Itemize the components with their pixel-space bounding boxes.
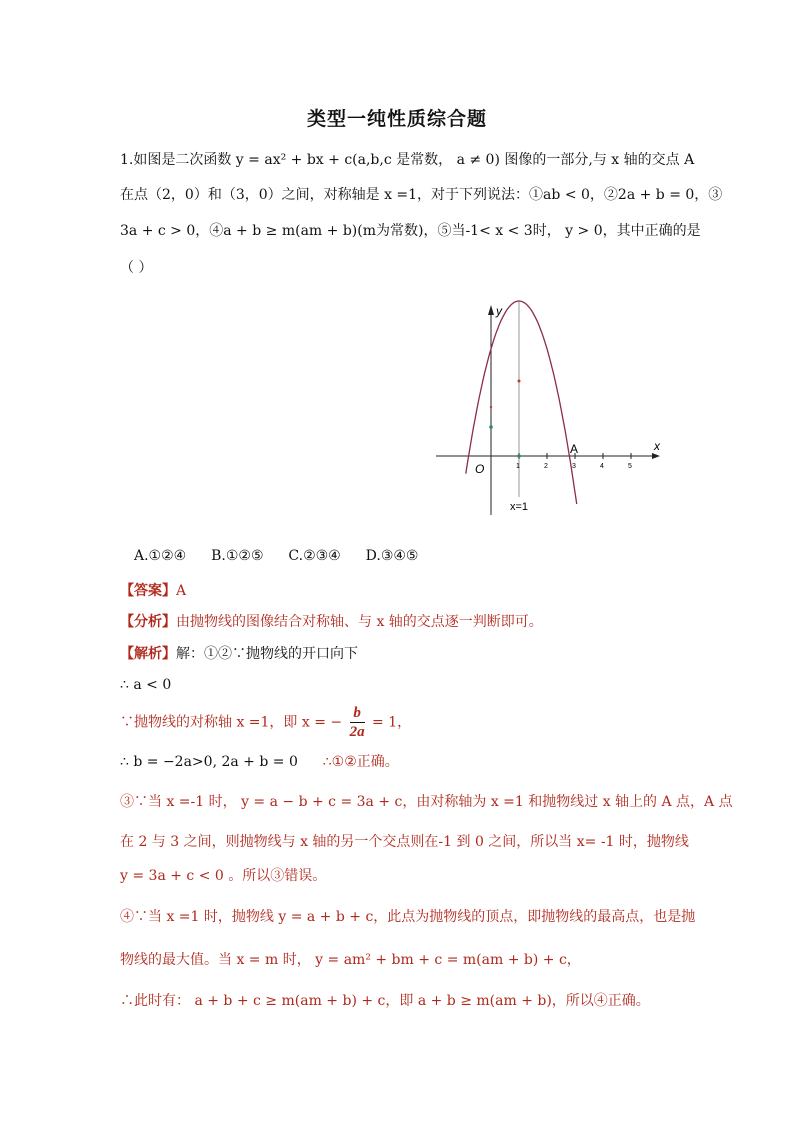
y-axis-arrow	[488, 305, 494, 315]
option-c: C.②③④	[288, 548, 341, 564]
option-a: A.①②④	[134, 548, 187, 564]
question-line-3: 3a + c > 0，④a + b ≥ m(am + b)(m为常数)，⑤当-1< x < 3时， y > 0，其中正确的是	[120, 223, 701, 239]
analysis-line	[120, 612, 680, 632]
solution-intro-line	[120, 644, 680, 664]
solution-step-4: ③∵当 x =-1 时， y = a − b + c = 3a + c，由对称轴为 x =1 和抛物线过 x 轴上的 A 点，A 点	[120, 794, 733, 810]
question-line-2: 在点（2，0）和（3，0）之间，对称轴是 x =1，对于下列说法：①ab < 0，②2a + b = 0，③	[120, 187, 723, 203]
parabola-figure	[430, 293, 670, 523]
point-on-y-axis	[489, 425, 493, 429]
solution-step-9: ∴此时有： a + b + c ≥ m(am + b) + c，即 a + b ≥ m(am + b)，所以④正确。	[120, 993, 650, 1009]
point-axis-foot	[517, 454, 521, 458]
answer-tag: 【答案】	[120, 583, 176, 599]
x-tick-label-5: 5	[628, 463, 632, 470]
question-line-4: （ ）	[120, 260, 153, 276]
solution-step-2	[120, 704, 680, 744]
solution-intro: 解：①②∵抛物线的开口向下	[176, 646, 358, 662]
solution-step-2-left: ∵抛物线的对称轴 x =1，即 x = −	[120, 714, 343, 731]
question-line-1: 1.如图是二次函数 y = ax² + bx + c(a,b,c 是常数， a ≠ 0) 图像的一部分,与 x 轴的交点 A	[120, 152, 695, 168]
page-title: 类型一纯性质综合题	[306, 108, 487, 130]
solution-tag: 【解析】	[120, 646, 176, 662]
point-vertex-mark	[518, 380, 521, 383]
solution-step-8: 物线的最大值。当 x = m 时， y = am² + bm + c = m(am + b) + c，	[120, 952, 581, 968]
symmetry-axis-label: x=1	[510, 501, 529, 513]
option-b: B.①②⑤	[211, 548, 264, 564]
option-d: D.③④⑤	[365, 548, 419, 564]
options-row	[134, 546, 534, 566]
analysis-text: 由抛物线的图像结合对称轴、与 x 轴的交点逐一判断即可。	[176, 614, 543, 630]
point-a-label: A	[570, 442, 579, 456]
y-axis-label: y	[496, 304, 502, 318]
x-tick-label-2: 2	[544, 463, 548, 470]
analysis-tag: 【分析】	[120, 614, 176, 630]
x-axis-arrow	[652, 453, 660, 459]
solution-step-3-conclusion: ∴①②正确。	[322, 754, 399, 770]
solution-step-5: 在 2 与 3 之间，则抛物线与 x 轴的另一个交点则在-1 到 0 之间，所以当 x= -1 时，抛物线	[120, 834, 689, 850]
solution-step-3	[120, 752, 680, 772]
origin-label: O	[475, 462, 485, 476]
solution-step-6: y = 3a + c < 0 。所以③错误。	[120, 868, 327, 884]
answer-line	[120, 581, 680, 601]
solution-step-1: ∴ a < 0	[120, 677, 172, 693]
x-tick-label-4: 4	[600, 463, 604, 470]
x-tick-label-3: 3	[572, 463, 576, 470]
fraction-denominator: 2a	[349, 724, 365, 740]
point-y-mark	[490, 406, 492, 408]
answer-value: A	[176, 583, 187, 599]
x-axis-label: x	[654, 439, 660, 453]
x-tick-label-1: 1	[516, 463, 520, 470]
solution-step-3-math: ∴ b = −2a>0, 2a + b = 0	[120, 754, 298, 770]
fraction	[350, 704, 365, 741]
solution-step-7: ④∵当 x =1 时，抛物线 y = a + b + c，此点为抛物线的顶点，即抛物线的最高点，也是抛	[120, 909, 696, 925]
fraction-numerator: b	[350, 704, 365, 723]
solution-step-2-right: = 1，	[372, 714, 412, 731]
